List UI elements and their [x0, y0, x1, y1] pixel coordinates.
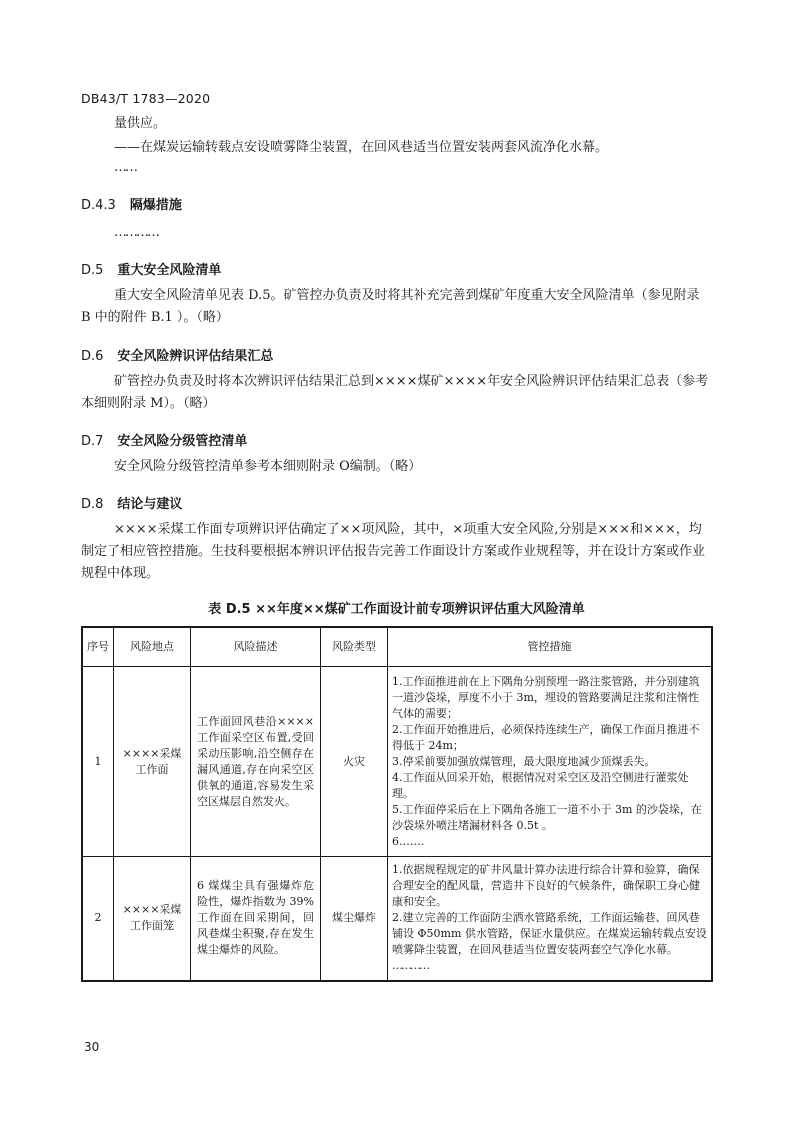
control-item: 4.工作面从回采开始，根据情况对采空区及沿空侧进行灌浆处理。 — [392, 770, 689, 800]
section-title: 重大安全风险清单 — [117, 263, 222, 278]
control-item: 5.工作面停采后在上下隅角各施工一道不小于 3m 的沙袋垛，在沙袋垛外喷注堵漏材料各 0.5t 。 — [392, 802, 702, 832]
section-body-d43: ………… — [114, 225, 158, 240]
section-number: D.6 — [81, 349, 104, 364]
header-no: 序号 — [82, 627, 114, 667]
cell-no: 2 — [82, 857, 114, 981]
control-item: 3.停采前要加强放煤管理，最大限度地减少顶煤丢失。 — [392, 754, 656, 768]
section-number: D.5 — [81, 263, 104, 278]
cell-controls — [388, 667, 713, 857]
control-item: 1.工作面推进前在上下隅角分别预埋一路注浆管路，并分别建筑一道沙袋垛，厚度不小于 3m，埋设的管路要满足注浆和注惰性气体的需要； — [392, 674, 700, 720]
control-item: 1.依据规程规定的矿井风量计算办法进行综合计算和验算，确保合理安全的配风量，营造井下良好的气候条件，确保职工身心健康和安全。 — [392, 863, 700, 909]
cell-type: 火灾 — [321, 667, 388, 857]
document-id: DB43/T 1783—2020 — [81, 91, 211, 106]
section-heading-d5 — [81, 259, 221, 278]
section-heading-d43 — [81, 194, 182, 213]
control-item: 2.建立完善的工作面防尘洒水管路系统，工作面运输巷、回风巷铺设 Φ50mm 供水管路，保证水量供应。在煤炭运输转载点安设喷雾降尘装置，在回风巷适当位置安装两套空气净化水幕。 — [392, 911, 707, 957]
intro-line-3: …… — [114, 160, 136, 175]
cell-location: ××××采煤工作面笼 — [114, 857, 191, 981]
section-title: 安全风险辨识评估结果汇总 — [117, 349, 274, 364]
section-title: 安全风险分级管控清单 — [117, 434, 248, 449]
intro-line-1: 量供应。 — [114, 116, 167, 131]
section-body-d6: 矿管控办负责及时将本次辨识评估结果汇总到××××煤矿××××年安全风险辨识评估结果汇总表（参考本细则附录 M）。（略） — [81, 374, 709, 411]
table-row — [82, 667, 712, 857]
header-location: 风险地点 — [114, 627, 191, 667]
cell-no: 1 — [82, 667, 114, 857]
header-type: 风险类型 — [321, 627, 388, 667]
table-header-row — [82, 627, 712, 667]
intro-line-2: ——在煤炭运输转载点安设喷雾降尘装置，在回风巷适当位置安装两套风流净化水幕。 — [114, 140, 609, 155]
section-body-d8: ××××采煤工作面专项辨识评估确定了××项风险，其中，×项重大安全风险,分别是×××和×××，均制定了相应管控措施。生技科要根据本辨识评估报告完善工作面设计方案或作业规程等，并在设计方案或作业规程中体现。 — [81, 522, 706, 581]
control-item: 6.…… — [392, 834, 425, 848]
section-number: D.7 — [81, 434, 104, 449]
section-title: 隔爆措施 — [129, 198, 182, 213]
cell-controls — [388, 857, 713, 981]
section-heading-d7 — [81, 430, 247, 449]
table-caption: 表 D.5 ××年度××煤矿工作面设计前专项辨识评估重大风险清单 — [208, 602, 585, 617]
section-body-d5: 重大安全风险清单见表 D.5。矿管控办负责及时将其补充完善到煤矿年度重大安全风险清单（参见附录 B 中的附件 B.1 ）。（略） — [81, 288, 700, 325]
cell-location: ××××采煤工作面 — [114, 667, 191, 857]
control-item: ………… — [392, 959, 428, 973]
section-number: D.4.3 — [81, 198, 116, 213]
section-number: D.8 — [81, 497, 104, 512]
section-title: 结论与建议 — [117, 497, 183, 512]
control-item: 2.工作面开始推进后，必须保持连续生产，确保工作面月推进不得低于 24m； — [392, 722, 700, 752]
risk-table — [81, 626, 713, 982]
header-control: 管控措施 — [388, 627, 713, 667]
page-number: 30 — [84, 1040, 100, 1054]
section-heading-d6 — [81, 345, 273, 364]
section-body-d7: 安全风险分级管控清单参考本细则附录 O编制。（略） — [114, 459, 422, 474]
table-row — [82, 857, 712, 981]
header-description: 风险描述 — [191, 627, 321, 667]
cell-description: 工作面回风巷沿××××工作面采空区布置,受回采动压影响,沿空侧存在漏风通道,存在向采空区供氧的通道,容易发生采空区煤层自然发火。 — [191, 667, 321, 857]
cell-type: 煤尘爆炸 — [321, 857, 388, 981]
cell-description: 6 煤煤尘具有强爆炸危险性，爆炸指数为 39% 工作面在回采期间，回风巷煤尘积聚,存在发生煤尘爆炸的风险。 — [191, 857, 321, 981]
section-heading-d8 — [81, 493, 182, 512]
